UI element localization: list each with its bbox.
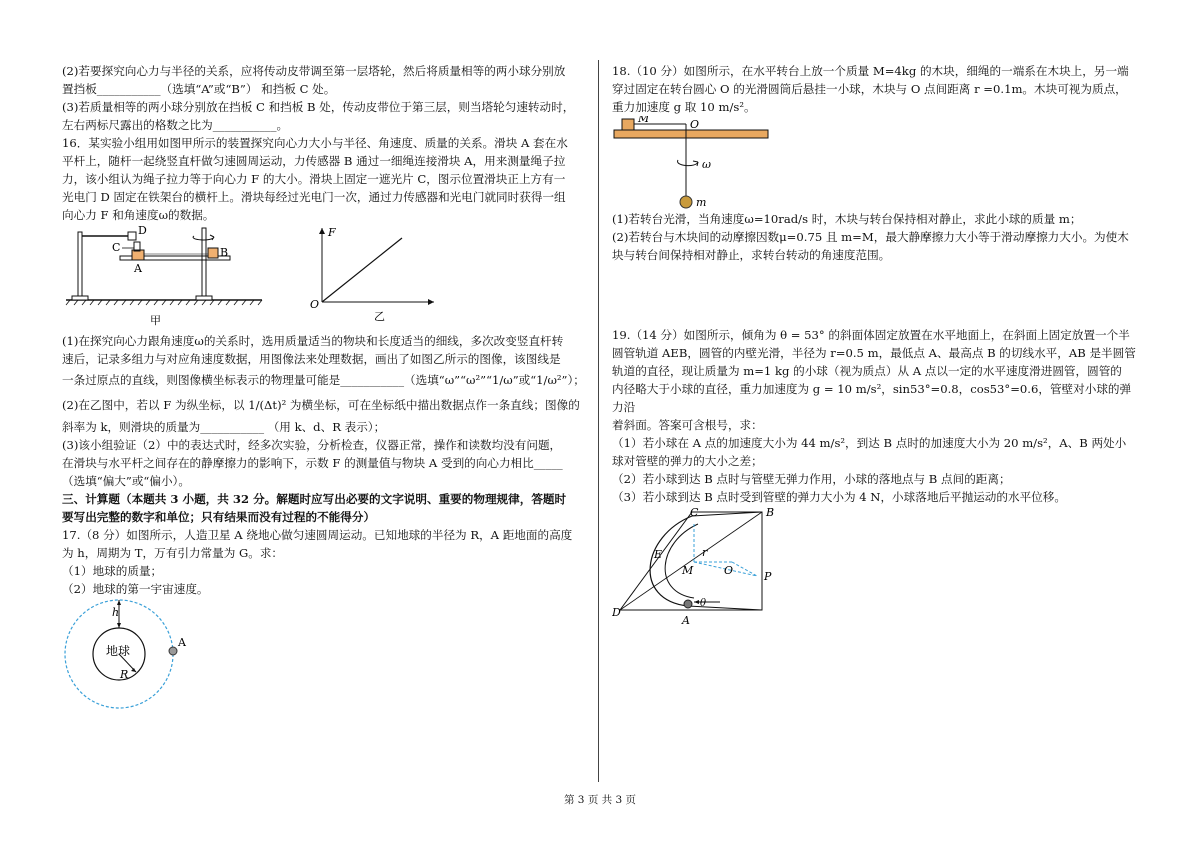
label-B: B xyxy=(766,506,775,519)
label-D: D xyxy=(612,606,621,619)
label-A: A xyxy=(134,262,142,275)
q19-figure xyxy=(612,506,1140,632)
text-line: 左右两标尺露出的格数之比为___________。 xyxy=(62,118,289,132)
label-O: O xyxy=(690,118,700,131)
q15-continued xyxy=(62,62,592,134)
text-line: 17.（8 分）如图所示，人造卫星 A 绕地心做匀速圆周运动。已知地球的半径为 R，A 距地面的高度 xyxy=(62,528,573,542)
text-line: 速后，记录多组力与对应角速度数据，用图像法来处理数据，画出了如图乙所示的图像，该图线是 xyxy=(62,352,561,366)
text-line: 穿过固定在转台圆心 O 的光滑圆筒后悬挂一小球，木块与 O 点间距离 r =0.1m。木块可视为质点， xyxy=(612,82,1127,96)
text-line: 斜率为 k，则滑块的质量为___________ （用 k、d、R 表示）； xyxy=(62,420,386,434)
label-earth: 地球 xyxy=(106,644,131,658)
label-O: O xyxy=(724,564,734,577)
text-line: 球对管壁的弹力的大小之差； xyxy=(612,454,763,468)
label-M: M xyxy=(682,564,694,577)
label-r: r xyxy=(702,546,708,559)
q16-stem xyxy=(62,134,592,224)
label-E: E xyxy=(654,548,663,561)
right-column xyxy=(612,62,1140,632)
label-C: C xyxy=(112,241,121,254)
section-3-heading xyxy=(62,490,592,526)
text-line: （1）地球的质量； xyxy=(62,564,163,578)
text-line: (1)在探究向心力跟角速度ω的关系时，选用质量适当的物块和长度适当的细线，多次改变竖直杆转 xyxy=(62,334,564,348)
graph-yi xyxy=(310,226,434,323)
label-m: m xyxy=(696,196,707,209)
text-line: 着斜面。答案可含根号，求： xyxy=(612,418,763,432)
text-line: 光电门 D 固定在铁架台的横杆上。滑块每经过光电门一次，通过力传感器和光电门就同时获得一组 xyxy=(62,190,566,204)
q18-stem xyxy=(612,62,1140,116)
text-line: (1)若转台光滑，当角速度ω=10rad/s 时，木块与转台保持相对静止，求此小球的质量 m； xyxy=(612,212,1082,226)
text-line: 重力加速度 g 取 10 m/s²。 xyxy=(612,100,756,114)
label-C: C xyxy=(690,506,699,519)
incline-semicircle-diagram xyxy=(612,506,812,632)
text-line: 为 h，周期为 T，万有引力常量为 G。求： xyxy=(62,546,284,560)
label-jia: 甲 xyxy=(150,314,161,327)
text-line: 置挡板___________（选填“A”或“B”） 和挡板 C 处。 xyxy=(62,82,336,96)
text-line: 18.（10 分）如图所示，在水平转台上放一个质量 M=4kg 的木块，细绳的一端系在木块上，另一端 xyxy=(612,64,1129,78)
text-line: (2)若转台与木块间的动摩擦因数μ=0.75 且 m=M，最大静摩擦力大小等于滑动摩擦力大小。为使木 xyxy=(612,230,1129,244)
text-line: 平杆上，随杆一起绕竖直杆做匀速圆周运动，力传感器 B 通过一细绳连接滑块 A，用来测量绳子拉 xyxy=(62,154,566,168)
turntable-diagram xyxy=(612,116,812,210)
q16-apparatus-diagram xyxy=(62,224,592,332)
text-line: 19.（14 分）如图所示，倾角为 θ = 53° 的斜面体固定放置在水平地面上，在斜面上固定放置一个半 xyxy=(612,328,1130,342)
label-A: A xyxy=(178,636,186,649)
text-line: 块与转台间保持相对静止，求转台转动的角速度范围。 xyxy=(612,248,891,262)
satellite-orbit-diagram xyxy=(62,598,262,714)
apparatus-jia xyxy=(66,224,262,327)
text-line: 一条过原点的直线，则图像横坐标表示的物理量可能是___________（选填“ω”“ω²”“1/ω”或“1/ω²”）； xyxy=(62,373,585,387)
text-line: (2)若要探究向心力与半径的关系，应将传动皮带调至第一层塔轮，然后将质量相等的两小球分别放 xyxy=(62,64,566,78)
label-B: B xyxy=(220,246,229,259)
label-omega: ω xyxy=(702,158,711,171)
q17-figure xyxy=(62,598,592,714)
text-line: 内径略大于小球的直径，重力加速度为 g = 10 m/s²，sin53°=0.8，cos53°=0.6，管壁对小球的弹力沿 xyxy=(612,382,1132,414)
q17 xyxy=(62,526,592,598)
label-O: O xyxy=(310,298,320,311)
text-line: （1）若小球在 A 点的加速度大小为 44 m/s²，到达 B 点时的加速度大小为 20 m/s²，A、B 两处小 xyxy=(612,436,1127,450)
text-line: 力，该小组认为绳子拉力等于向心力 F 的大小。滑块上固定一遮光片 C，图示位置滑块正上方有一 xyxy=(62,172,566,186)
text-line: (3)该小组验证（2）中的表达式时，经多次实验，分析检查，仪器正常，操作和读数均没有问题， xyxy=(62,438,562,452)
text-line: （2）地球的第一宇宙速度。 xyxy=(62,582,209,596)
text-line: （2）若小球到达 B 点时与管壁无弹力作用，小球的落地点与 B 点间的距离； xyxy=(612,472,1011,486)
text-line: （3）若小球到达 B 点时受到管壁的弹力大小为 4 N，小球落地后平抛运动的水平位移。 xyxy=(612,490,1066,504)
q18-questions xyxy=(612,210,1140,264)
label-theta: θ xyxy=(700,598,707,609)
text-line: 要写出完整的数字和单位；只有结果而没有过程的不能得分） xyxy=(62,510,376,524)
label-P: P xyxy=(764,570,772,583)
label-M: M xyxy=(638,116,650,125)
text-line: 16．某实验小组用如图甲所示的装置探究向心力大小与半径、角速度、质量的关系。滑块 A 套在水 xyxy=(62,136,568,150)
left-column xyxy=(62,62,592,714)
q19 xyxy=(612,326,1140,506)
text-line: 在滑块与水平杆之间存在的静摩擦力的影响下，示数 F 的测量值与物块 A 受到的向心力相比_____ xyxy=(62,456,563,470)
text-line: (3)若质量相等的两小球分别放在挡板 C 和挡板 B 处，传动皮带位于第三层，则当塔轮匀速转动时， xyxy=(62,100,575,114)
text-line: 圆管轨道 AEB，圆管的内壁光滑，半径为 r=0.5 m，最低点 A、最高点 B 的切线水平，AB 是半圆管 xyxy=(612,346,1136,360)
q16-questions xyxy=(62,332,592,490)
text-line: 轨道的直径，现让质量为 m=1 kg 的小球（视为质点）从 A 点以一定的水平速度滑进圆管，圆管的 xyxy=(612,364,1122,378)
text-line: 三、计算题（本题共 3 小题，共 32 分。解题时应写出必要的文字说明、重要的物理规律，答题时 xyxy=(62,492,567,506)
page-footer: 第 3 页 共 3 页 xyxy=(563,794,637,806)
q16-figure xyxy=(62,224,592,332)
q18-figure xyxy=(612,116,1140,210)
label-R: R xyxy=(120,668,129,681)
label-F: F xyxy=(328,226,336,239)
column-divider xyxy=(598,60,599,782)
label-D: D xyxy=(138,224,147,237)
label-A: A xyxy=(682,614,690,627)
label-yi: 乙 xyxy=(374,310,385,323)
text-line: 向心力 F 和角速度ω的数据。 xyxy=(62,208,215,222)
label-h: h xyxy=(112,606,120,619)
text-line: (2)在乙图中，若以 F 为纵坐标，以 1/(Δt)² 为横坐标，可在坐标纸中描出数据点作一条直线；图像的 xyxy=(62,398,580,412)
text-line: （选填“偏大”或“偏小）。 xyxy=(62,474,190,488)
